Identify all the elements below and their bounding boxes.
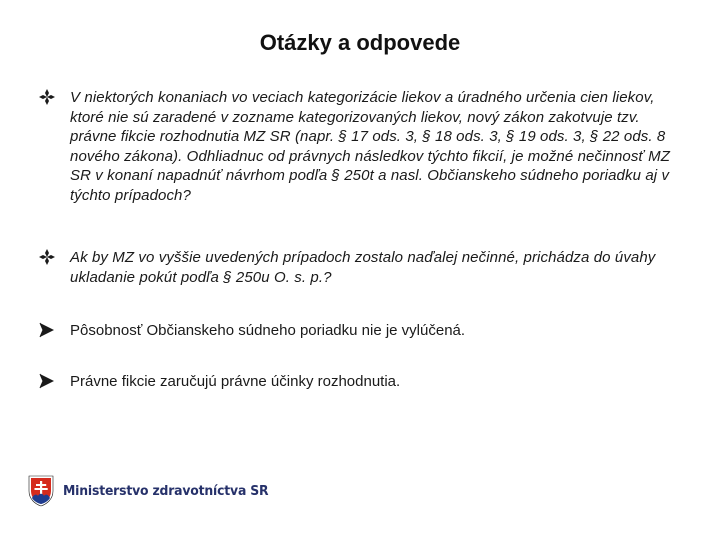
question-text-1: V niektorých konaniach vo veciach kategorizácie liekov a úradného určenia cien liekov, ktoré nie sú zaradené v zozname kategorizovaných liekov, nový zákon zakotvuje tzv. právne fikcie rozhodnutia MZ SR (napr. § 17 ods. 3, § 18 ods. 3, § 19 ods. 3, § 22 ods. 8 nového zákona). Odhliadnuc od právnych následkov týchto fikcií, je možné nečinnosť MZ SR v konaní napadnúť návrhom podľa § 250t a nasl. Občianskeho súdneho poriadku aj v týchto prípadoch? bbox=[70, 89, 670, 204]
arrow-bullet-icon bbox=[38, 372, 60, 392]
answer-text-2: Právne fikcie zaručujú právne účinky rozhodnutia. bbox=[70, 373, 401, 390]
logo-text: Ministerstvo zdravotníctva SR bbox=[63, 483, 269, 499]
arrow-bullet-icon bbox=[38, 321, 60, 341]
question-text-2: Ak by MZ vo vyššie uvedených prípadoch zostalo naďalej nečinné, prichádza do úvahy ukladanie pokút podľa § 250u O. s. p.? bbox=[70, 249, 656, 286]
question-bullet-1 bbox=[38, 88, 688, 205]
ministry-logo bbox=[28, 474, 286, 508]
diamond-bullet-icon bbox=[38, 248, 60, 268]
page-title: Otázky a odpovede bbox=[259, 30, 461, 55]
answer-text-1: Pôsobnosť Občianskeho súdneho poriadku nie je vylúčená. bbox=[70, 322, 466, 339]
question-bullet-2 bbox=[38, 248, 688, 287]
slovak-coat-of-arms-icon bbox=[28, 475, 54, 507]
answer-bullet-1 bbox=[38, 321, 688, 341]
diamond-bullet-icon bbox=[38, 88, 60, 108]
answer-bullet-2 bbox=[38, 372, 688, 392]
